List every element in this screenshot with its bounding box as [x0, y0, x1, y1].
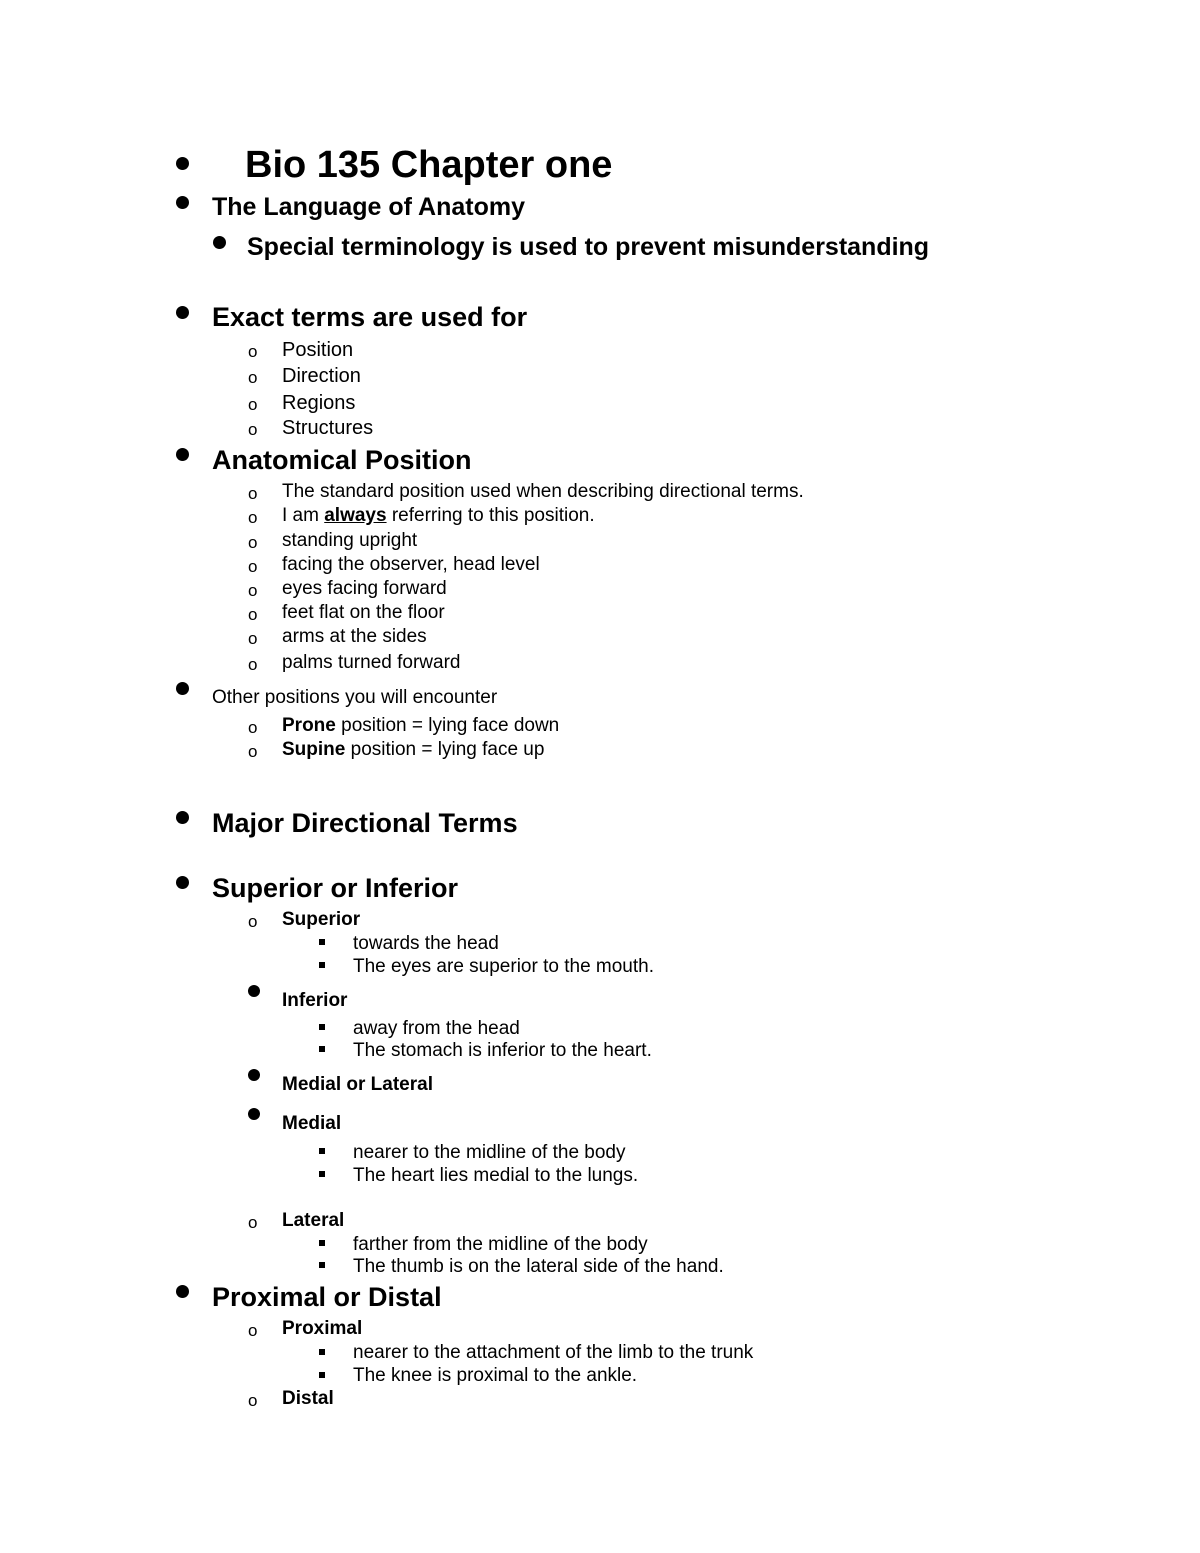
list-item: The eyes are superior to the mouth.	[353, 956, 654, 977]
square-bullet-icon	[319, 939, 325, 945]
o-bullet-icon: o	[248, 533, 258, 552]
list-item: Direction	[282, 365, 361, 387]
square-bullet-icon	[319, 1148, 325, 1154]
square-bullet-icon	[319, 1171, 325, 1177]
list-item: The stomach is inferior to the heart.	[353, 1040, 652, 1061]
o-bullet-icon: o	[248, 1391, 258, 1410]
bullet-icon	[176, 1285, 189, 1298]
list-item: Position	[282, 339, 354, 361]
bullet-icon	[176, 157, 189, 170]
list-item: nearer to the midline of the body	[353, 1142, 626, 1163]
term-label: Inferior	[282, 990, 348, 1011]
list-item: facing the observer, head level	[282, 554, 540, 575]
section-heading: Exact terms are used for	[212, 302, 528, 332]
term-label: Proximal	[282, 1318, 363, 1339]
term-label: Medial or Lateral	[282, 1074, 433, 1095]
square-bullet-icon	[319, 1046, 325, 1052]
bullet-icon	[176, 306, 189, 319]
bullet-icon	[248, 985, 260, 997]
bullet-icon	[176, 682, 189, 695]
bullet-icon	[176, 876, 189, 889]
square-bullet-icon	[319, 1349, 325, 1355]
bullet-icon	[213, 236, 226, 249]
bullet-icon	[248, 1069, 260, 1081]
o-bullet-icon: o	[248, 368, 258, 387]
o-bullet-icon: o	[248, 1213, 258, 1232]
emphasis-always: always	[324, 505, 387, 526]
list-item: I am always referring to this position.	[282, 505, 595, 526]
o-bullet-icon: o	[248, 484, 258, 503]
section-heading: Other positions you will encounter	[212, 687, 498, 708]
list-item: nearer to the attachment of the limb to the trunk	[353, 1342, 754, 1363]
bullet-icon	[248, 1108, 260, 1120]
section-heading: Major Directional Terms	[212, 808, 518, 838]
term-supine: Supine	[282, 739, 346, 760]
list-item: palms turned forward	[282, 652, 461, 673]
list-item: The knee is proximal to the ankle.	[353, 1365, 638, 1386]
list-item: eyes facing forward	[282, 578, 447, 599]
section-heading: Proximal or Distal	[212, 1282, 442, 1312]
section-heading: Superior or Inferior	[212, 873, 459, 903]
list-item: Supine position = lying face up	[282, 739, 545, 760]
o-bullet-icon: o	[248, 342, 258, 361]
section-heading: The Language of Anatomy	[212, 193, 525, 221]
term-label: Distal	[282, 1388, 334, 1409]
list-item: Regions	[282, 392, 356, 414]
list-item: The heart lies medial to the lungs.	[353, 1165, 639, 1186]
o-bullet-icon: o	[248, 395, 258, 414]
bullet-icon	[176, 196, 189, 209]
list-item: The thumb is on the lateral side of the hand.	[353, 1256, 724, 1277]
list-item: towards the head	[353, 933, 499, 954]
bullet-icon	[176, 448, 189, 461]
term-label: Lateral	[282, 1210, 345, 1231]
o-bullet-icon: o	[248, 508, 258, 527]
list-item: standing upright	[282, 530, 418, 551]
list-item: feet flat on the floor	[282, 602, 445, 623]
list-item: The standard position used when describing directional terms.	[282, 481, 804, 502]
o-bullet-icon: o	[248, 581, 258, 600]
list-item: arms at the sides	[282, 626, 427, 647]
o-bullet-icon: o	[248, 605, 258, 624]
list-item: Structures	[282, 417, 374, 439]
bullet-icon	[176, 811, 189, 824]
term-label: Medial	[282, 1113, 342, 1134]
o-bullet-icon: o	[248, 557, 258, 576]
section-heading: Anatomical Position	[212, 445, 472, 475]
o-bullet-icon: o	[248, 742, 258, 761]
o-bullet-icon: o	[248, 718, 258, 737]
list-item: away from the head	[353, 1018, 520, 1039]
square-bullet-icon	[319, 1262, 325, 1268]
term-prone: Prone	[282, 715, 336, 736]
list-item: farther from the midline of the body	[353, 1234, 648, 1255]
o-bullet-icon: o	[248, 655, 258, 674]
square-bullet-icon	[319, 1024, 325, 1030]
term-label: Superior	[282, 909, 361, 930]
document-title: Bio 135 Chapter one	[245, 144, 613, 186]
square-bullet-icon	[319, 1372, 325, 1378]
o-bullet-icon: o	[248, 912, 258, 931]
square-bullet-icon	[319, 1240, 325, 1246]
list-item: Prone position = lying face down	[282, 715, 560, 736]
o-bullet-icon: o	[248, 420, 258, 439]
o-bullet-icon: o	[248, 1321, 258, 1340]
subheading: Special terminology is used to prevent misunderstanding	[247, 233, 930, 261]
o-bullet-icon: o	[248, 629, 258, 648]
square-bullet-icon	[319, 962, 325, 968]
